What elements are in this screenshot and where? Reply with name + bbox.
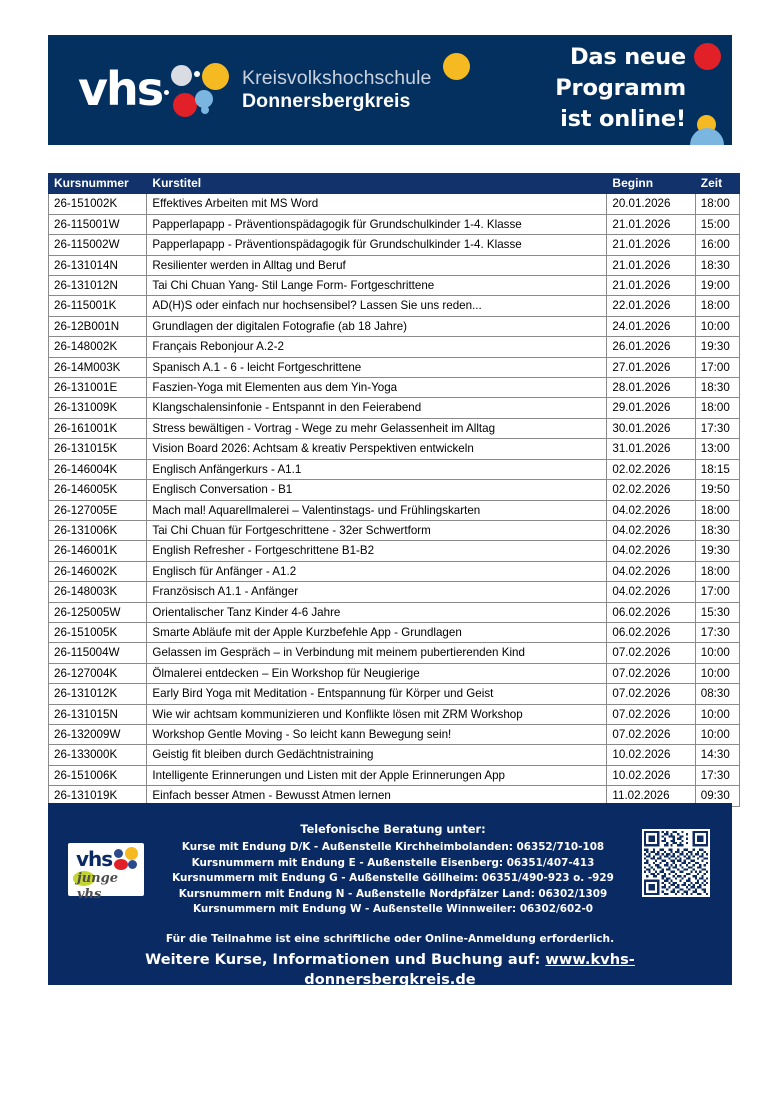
brand-block [48,35,432,145]
cell-kursnummer: 26-115001K [49,296,147,316]
cell-beginn: 04.02.2026 [607,541,695,561]
cell-kurstitel: Early Bird Yoga mit Meditation - Entspannung für Körper und Geist [147,684,607,704]
cell-kurstitel: Intelligente Erinnerungen und Listen mit der Apple Erinnerungen App [147,765,607,785]
cell-kursnummer: 26-115001W [49,214,147,234]
table-row[interactable] [49,255,740,275]
cell-kursnummer: 26-151002K [49,194,147,214]
cell-kursnummer: 26-133000K [49,745,147,765]
footer-logo-dot-red [114,859,128,870]
cell-zeit: 18:00 [695,561,739,581]
cell-beginn: 30.01.2026 [607,418,695,438]
cell-zeit: 18:00 [695,398,739,418]
table-row[interactable] [49,704,740,724]
cell-beginn: 02.02.2026 [607,480,695,500]
footer-cta [68,950,712,990]
cell-beginn: 28.01.2026 [607,378,695,398]
cell-zeit: 18:30 [695,255,739,275]
cell-zeit: 10:00 [695,704,739,724]
footer-logo-dot-navy [128,860,137,869]
cell-kurstitel: Französisch A1.1 - Anfänger [147,582,607,602]
footer-junge-vhs-text: junge vhs [77,871,118,902]
column-header-kurstitel: Kurstitel [147,174,607,194]
cell-kursnummer: 26-131001E [49,378,147,398]
cell-kursnummer: 26-127005E [49,500,147,520]
logo-dot-red-large [173,93,197,117]
cell-beginn: 07.02.2026 [607,643,695,663]
table-row[interactable] [49,337,740,357]
vhs-logo [78,59,228,121]
cell-beginn: 29.01.2026 [607,398,695,418]
table-row[interactable] [49,235,740,255]
table-row[interactable] [49,500,740,520]
cell-kursnummer: 26-161001K [49,418,147,438]
cell-zeit: 15:00 [695,214,739,234]
cell-beginn: 07.02.2026 [607,704,695,724]
cell-kursnummer: 26-132009W [49,724,147,744]
cell-zeit: 15:30 [695,602,739,622]
footer-contact-line: Kursnummern mit Endung G - Außenstelle Göllheim: 06351/490-923 o. -929 [172,872,614,884]
cell-beginn: 26.01.2026 [607,337,695,357]
cell-kurstitel: Englisch für Anfänger - A1.2 [147,561,607,581]
cell-zeit: 10:00 [695,643,739,663]
table-row[interactable] [49,561,740,581]
promo-circle-yellow-icon [443,53,470,80]
cell-kurstitel: Tai Chi Chuan für Fortgeschrittene - 32er Schwertform [147,520,607,540]
cell-beginn: 21.01.2026 [607,255,695,275]
table-row[interactable] [49,194,740,214]
column-header-zeit: Zeit [695,174,739,194]
logo-dot-gray-large [171,65,192,86]
table-row[interactable] [49,480,740,500]
cell-kurstitel: Tai Chi Chuan Yang- Stil Lange Form- Fortgeschrittene [147,276,607,296]
promo-line-3: ist online! [560,106,686,132]
cell-zeit: 19:30 [695,541,739,561]
cell-kurstitel: AD(H)S oder einfach nur hochsensibel? Lassen Sie uns reden... [147,296,607,316]
cell-zeit: 09:30 [695,786,739,806]
table-header-row [49,174,740,194]
promo-text [555,42,686,135]
cell-kursnummer: 26-131015K [49,439,147,459]
cell-kursnummer: 26-151005K [49,622,147,642]
table-row[interactable] [49,663,740,683]
cell-zeit: 10:00 [695,724,739,744]
cell-beginn: 06.02.2026 [607,622,695,642]
cell-zeit: 10:00 [695,663,739,683]
footer-logo-dot-yellow [125,847,138,860]
cell-zeit: 17:00 [695,357,739,377]
cell-kursnummer: 26-151006K [49,765,147,785]
cell-zeit: 16:00 [695,235,739,255]
qr-code[interactable] [642,829,710,897]
cell-zeit: 08:30 [695,684,739,704]
cell-zeit: 19:00 [695,276,739,296]
cell-kurstitel: Smarte Abläufe mit der Apple Kurzbefehle App - Grundlagen [147,622,607,642]
table-row[interactable] [49,582,740,602]
cell-kurstitel: Grundlagen der digitalen Fotografie (ab 18 Jahre) [147,316,607,336]
person-icon [690,115,724,145]
cell-kurstitel: Klangschalensinfonie - Entspannt in den Feierabend [147,398,607,418]
footer-contact-line: Kurse mit Endung D/K - Außenstelle Kirchheimbolanden: 06352/710-108 [181,841,605,853]
cell-zeit: 17:30 [695,418,739,438]
cell-kurstitel: Effektives Arbeiten mit MS Word [147,194,607,214]
footer-logo-dot-blue [114,849,123,858]
cell-kursnummer: 26-146001K [49,541,147,561]
cell-kursnummer: 26-115004W [49,643,147,663]
cell-kurstitel: Vision Board 2026: Achtsam & kreativ Perspektiven entwickeln [147,439,607,459]
cell-beginn: 02.02.2026 [607,459,695,479]
cell-kursnummer: 26-148003K [49,582,147,602]
promo-block [432,35,732,145]
cell-zeit: 18:00 [695,500,739,520]
cell-kurstitel: Ölmalerei entdecken – Ein Workshop für Neugierige [147,663,607,683]
person-icon-body [690,128,724,145]
website-link[interactable]: www.kvhs-donnersbergkreis.de [304,951,635,988]
cell-beginn: 04.02.2026 [607,500,695,520]
cell-kursnummer: 26-125005W [49,602,147,622]
column-header-kursnummer: Kursnummer [49,174,147,194]
cell-kursnummer: 26-146002K [49,561,147,581]
cell-kurstitel: Gelassen im Gespräch – in Verbindung mit meinem pubertierenden Kind [147,643,607,663]
cell-kurstitel: Wie wir achtsam kommunizieren und Konflikte lösen mit ZRM Workshop [147,704,607,724]
cell-beginn: 10.02.2026 [607,745,695,765]
logo-dot-blue-small [201,106,209,114]
table-body [49,194,740,806]
cell-zeit: 19:30 [695,337,739,357]
column-header-beginn: Beginn [607,174,695,194]
table-row[interactable] [49,276,740,296]
cell-kurstitel: English Refresher - Fortgeschrittene B1-B2 [147,541,607,561]
cell-kursnummer: 26-115002W [49,235,147,255]
cell-kursnummer: 26-12B001N [49,316,147,336]
cell-kursnummer: 26-146004K [49,459,147,479]
cell-beginn: 21.01.2026 [607,235,695,255]
cell-beginn: 07.02.2026 [607,684,695,704]
cell-kurstitel: Stress bewältigen - Vortrag - Wege zu mehr Gelassenheit im Alltag [147,418,607,438]
cell-beginn: 20.01.2026 [607,194,695,214]
cell-kurstitel: Papperlapapp - Präventionspädagogik für Grundschulkinder 1-4. Klasse [147,214,607,234]
cell-zeit: 19:50 [695,480,739,500]
promo-line-2: Programm [555,75,686,101]
vhs-wordmark: vhs [78,62,163,116]
course-schedule-table [48,173,740,807]
table-row[interactable] [49,622,740,642]
cell-beginn: 22.01.2026 [607,296,695,316]
cell-beginn: 31.01.2026 [607,439,695,459]
table-row[interactable] [49,418,740,438]
cell-beginn: 06.02.2026 [607,602,695,622]
cell-zeit: 18:00 [695,194,739,214]
qr-code-image [644,831,708,895]
cell-kurstitel: Einfach besser Atmen - Bewusst Atmen lernen [147,786,607,806]
cell-zeit: 17:00 [695,582,739,602]
table-row[interactable] [49,316,740,336]
table-row[interactable] [49,745,740,765]
footer-contact-block [158,821,628,918]
cell-zeit: 10:00 [695,316,739,336]
cell-kurstitel: Français Rebonjour A.2-2 [147,337,607,357]
table-row[interactable] [49,459,740,479]
org-name-line2: Donnersbergkreis [242,90,411,112]
cell-kursnummer: 26-131009K [49,398,147,418]
table-row[interactable] [49,684,740,704]
promo-circle-red-icon [694,43,721,70]
cell-beginn: 04.02.2026 [607,520,695,540]
cell-beginn: 10.02.2026 [607,765,695,785]
table-row[interactable] [49,378,740,398]
footer-contact-line: Kursnummern mit Endung N - Außenstelle Nordpfälzer Land: 06302/1309 [178,887,608,900]
cell-beginn: 21.01.2026 [607,276,695,296]
organization-name [242,67,432,113]
cell-kursnummer: 26-148002K [49,337,147,357]
cell-zeit: 18:15 [695,459,739,479]
cell-zeit: 14:30 [695,745,739,765]
cell-kursnummer: 26-131012K [49,684,147,704]
cell-zeit: 17:30 [695,622,739,642]
table-row[interactable] [49,520,740,540]
footer-contact-line: Kursnummern mit Endung W - Außenstelle Winnweiler: 06302/602-0 [192,903,594,915]
promo-line-1: Das neue [569,44,686,70]
table-row[interactable] [49,296,740,316]
cell-kursnummer: 26-131014N [49,255,147,275]
footer-banner [48,803,732,988]
table-header [49,174,740,194]
footer-registration-note: Für die Teilnahme ist eine schriftliche oder Online-Anmeldung erforderlich. [165,933,615,945]
footer-contact-heading: Telefonische Beratung unter: [300,823,486,836]
cell-beginn: 07.02.2026 [607,663,695,683]
cell-beginn: 24.01.2026 [607,316,695,336]
footer-contact-line: Kursnummern mit Endung E - Außenstelle Eisenberg: 06351/407-413 [191,856,595,869]
cell-kursnummer: 26-131019K [49,786,147,806]
cell-zeit: 18:00 [695,296,739,316]
cell-beginn: 07.02.2026 [607,724,695,744]
cell-zeit: 18:30 [695,378,739,398]
cell-zeit: 18:30 [695,520,739,540]
cell-kurstitel: Geistig fit bleiben durch Gedächtnistraining [147,745,607,765]
logo-dot-yellow-large [202,63,229,90]
cell-beginn: 21.01.2026 [607,214,695,234]
cell-kurstitel: Faszien-Yoga mit Elementen aus dem Yin-Yoga [147,378,607,398]
cell-kurstitel: Orientalischer Tanz Kinder 4-6 Jahre [147,602,607,622]
junge-vhs-logo [68,843,144,902]
table-row[interactable] [49,602,740,622]
cell-kursnummer: 26-131015N [49,704,147,724]
table-row[interactable] [49,439,740,459]
cell-kurstitel: Papperlapapp - Präventionspädagogik für Grundschulkinder 1-4. Klasse [147,235,607,255]
cell-kurstitel: Englisch Anfängerkurs - A1.1 [147,459,607,479]
cell-beginn: 04.02.2026 [607,561,695,581]
cell-kursnummer: 26-146005K [49,480,147,500]
cell-kurstitel: Englisch Conversation - B1 [147,480,607,500]
table-row[interactable] [49,643,740,663]
cell-beginn: 04.02.2026 [607,582,695,602]
table-row[interactable] [49,724,740,744]
cell-kurstitel: Resilienter werden in Alltag und Beruf [147,255,607,275]
table-row[interactable] [49,214,740,234]
table-row[interactable] [49,398,740,418]
cell-beginn: 11.02.2026 [607,786,695,806]
org-name-line1: Kreisvolkshochschule [242,67,432,89]
header-banner [48,35,732,145]
cell-kursnummer: 26-131006K [49,520,147,540]
logo-dot-white-tiny [164,90,169,95]
footer-contact-lines [158,840,628,918]
footer-cta-prefix: Weitere Kurse, Informationen und Buchung auf: [145,951,546,968]
cell-zeit: 17:30 [695,765,739,785]
cell-kurstitel: Spanisch A.1 - 6 - leicht Fortgeschrittene [147,357,607,377]
cell-kurstitel: Mach mal! Aquarellmalerei – Valentinstags- und Frühlingskarten [147,500,607,520]
table-row[interactable] [49,765,740,785]
table-row[interactable] [49,541,740,561]
logo-dot-white-small [194,71,200,77]
cell-beginn: 27.01.2026 [607,357,695,377]
cell-kursnummer: 26-131012N [49,276,147,296]
cell-kursnummer: 26-14M003K [49,357,147,377]
cell-kurstitel: Workshop Gentle Moving - So leicht kann Bewegung sein! [147,724,607,744]
cell-zeit: 13:00 [695,439,739,459]
footer-vhs-wordmark: vhs [76,847,113,871]
table-row[interactable] [49,357,740,377]
cell-kursnummer: 26-127004K [49,663,147,683]
